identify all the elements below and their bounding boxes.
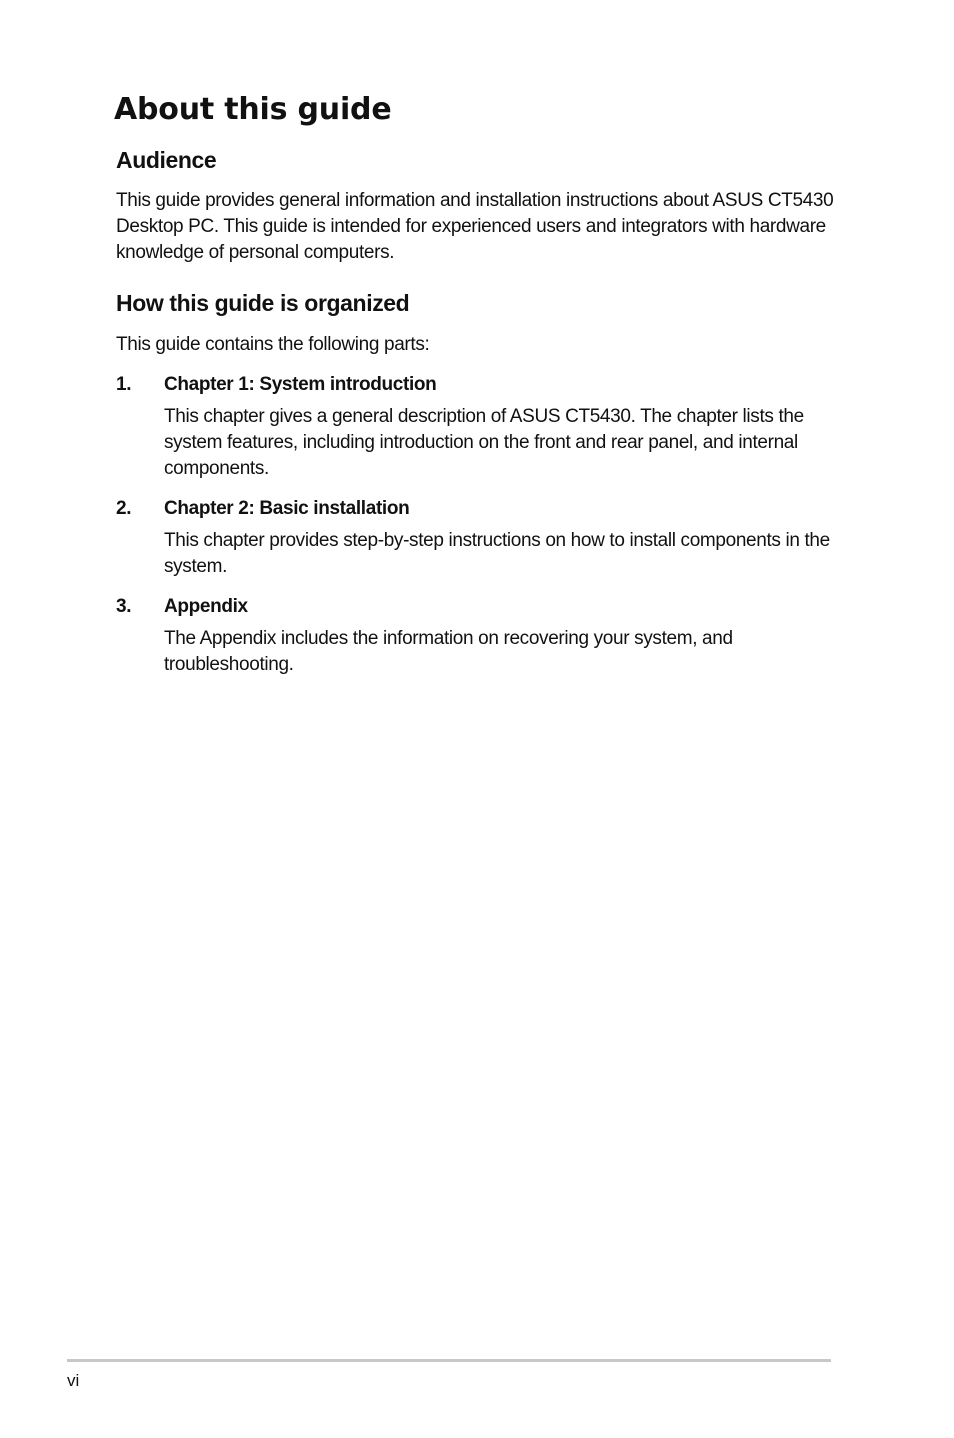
list-item-description: This chapter provides step-by-step instructions on how to install components in the system. [164, 530, 830, 577]
audience-text: This guide provides general information and installation instructions about ASUS CT5430 Desktop PC. This guide is intended for experienced users and integrators with hardware knowledge of personal computers. [116, 190, 834, 263]
list-item-title: Chapter 1: System introduction [164, 374, 437, 395]
organization-intro: This guide contains the following parts: [116, 334, 430, 355]
list-item-description: The Appendix includes the information on recovering your system, and troubleshooting. [164, 628, 733, 675]
list-item-number: 2. [116, 498, 132, 519]
footer-divider [67, 1359, 831, 1362]
audience-heading: Audience [116, 147, 217, 173]
list-item-number: 1. [116, 374, 132, 395]
list-item-title: Appendix [164, 596, 248, 617]
page-number: vi [67, 1371, 80, 1390]
list-item-title: Chapter 2: Basic installation [164, 498, 410, 519]
page-title: About this guide [114, 92, 392, 127]
list-item-number: 3. [116, 596, 132, 617]
list-item-description: This chapter gives a general description of ASUS CT5430. The chapter lists the system features, including introduction on the front and rear panel, and internal components. [164, 406, 804, 479]
organization-heading: How this guide is organized [116, 290, 410, 316]
